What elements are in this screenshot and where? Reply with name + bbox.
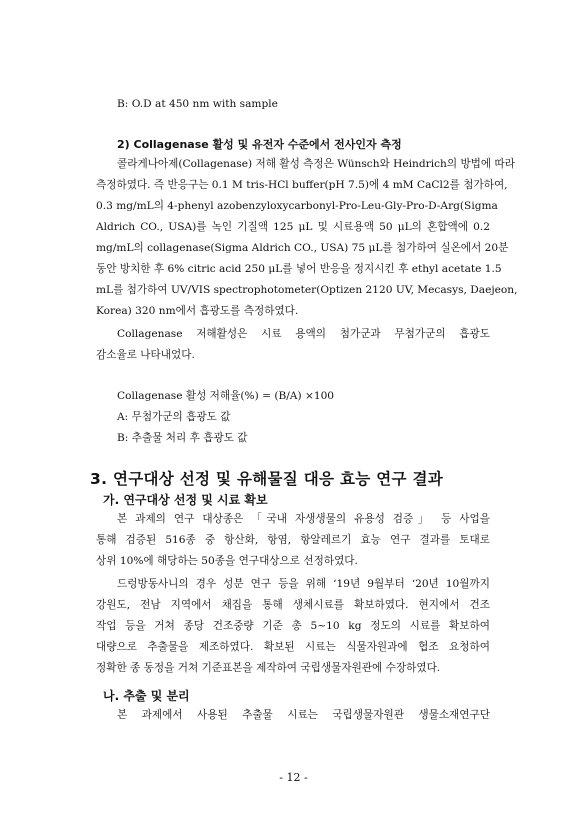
section-3-title: 3. 연구대상 선정 및 유해물질 대응 효능 연구 결과	[90, 470, 444, 488]
section3-para1-line1: 본 과제의 연구 대상종은 「국내 자생생물의 유용성 검증」 등 사업을	[117, 513, 490, 525]
section3-para2-line2: 강원도, 전남 지역에서 채집을 통해 생체시료를 확보하였다. 현지에서 건조	[96, 599, 490, 611]
section3-para1-line3: 상위 10%에 해당하는 50종을 연구대상으로 선정하였다.	[96, 555, 358, 567]
collagenase-para1-line6: 동안 방치한 후 6% citric acid 250 μL를 넣어 반응을 정지시킨 후 ethyl acetate 1.5	[96, 263, 502, 275]
collagenase-para1-line7: mL를 첨가하여 UV/VIS spectrophotometer(Optizen 2120 UV, Mecasys, Daejeon,	[96, 284, 518, 296]
section3-para2-line3: 작업 등을 거쳐 종당 건조중량 기준 총 5~10 kg 정도의 시료를 확보하여	[96, 620, 490, 632]
collagenase-para1-line3: 0.3 mg/mL의 4-phenyl azobenzyloxycarbonyl-Pro-Leu-Gly-Pro-D-Arg(Sigma	[96, 200, 498, 212]
section3-para2-line1: 드렁방동사니의 경우 성분 연구 등을 위해 ‘19년 9월부터 ‘20년 10월까지	[117, 578, 490, 590]
collagenase-heading: 2) Collagenase 활성 및 유전자 수준에서 전사인자 측정	[117, 138, 402, 151]
inhibition-formula: Collagenase 활성 저해율(%) = (B/A) ×100	[117, 390, 335, 402]
page-number: - 12 -	[279, 771, 308, 784]
section3-para3-line1: 본 과제에서 사용된 추출물 시료는 국립생물자원관 생물소재연구단	[117, 709, 490, 721]
section3-para1-line2: 통해 검증된 516종 중 항산화, 항염, 항알레르기 효능 연구 결과를 토대로	[96, 534, 490, 546]
collagenase-para1-line8: Korea) 320 nm에서 흡광도를 측정하였다.	[96, 305, 299, 317]
section3-para2-line4: 대량으로 추출물을 제조하였다. 확보된 시료는 식물자원과에 협조 요청하여	[96, 641, 490, 653]
result-definition-b: B: O.D at 450 nm with sample	[117, 98, 278, 110]
definition-b: B: 추출물 처리 후 흡광도 값	[117, 432, 248, 444]
definition-a: A: 무첨가군의 흡광도 값	[117, 411, 231, 423]
collagenase-para1-line4: Aldrich CO., USA)를 녹인 기질액 125 μL 및 시료용액 50 μL의 혼합액에 0.2	[96, 221, 490, 233]
subsection-ga-title: 가. 연구대상 선정 및 시료 확보	[103, 493, 268, 507]
collagenase-para1-line1: 콜라게나아제(Collagenase) 저해 활성 측정은 Wünsch와 Heindrich의 방법에 따라	[117, 158, 515, 170]
collagenase-para1-line2: 측정하였다. 즉 반응구는 0.1 M tris-HCl buffer(pH 7.5)에 4 mM CaCl2를 첨가하여,	[96, 179, 508, 191]
section3-para2-line5: 정확한 종 동정을 거쳐 기준표본을 제작하여 국립생물자원관에 수장하였다.	[96, 662, 441, 674]
collagenase-para2-line2: 감소율로 나타내었다.	[96, 349, 195, 361]
subsection-na-title: 나. 추출 및 분리	[103, 689, 190, 703]
collagenase-para2-line1: Collagenase 저해활성은 시료 용액의 첨가군과 무첨가군의 흡광도	[117, 328, 490, 340]
collagenase-para1-line5: mg/mL의 collagenase(Sigma Aldrich CO., USA) 75 μL를 첨가하여 실온에서 20분	[96, 242, 509, 254]
